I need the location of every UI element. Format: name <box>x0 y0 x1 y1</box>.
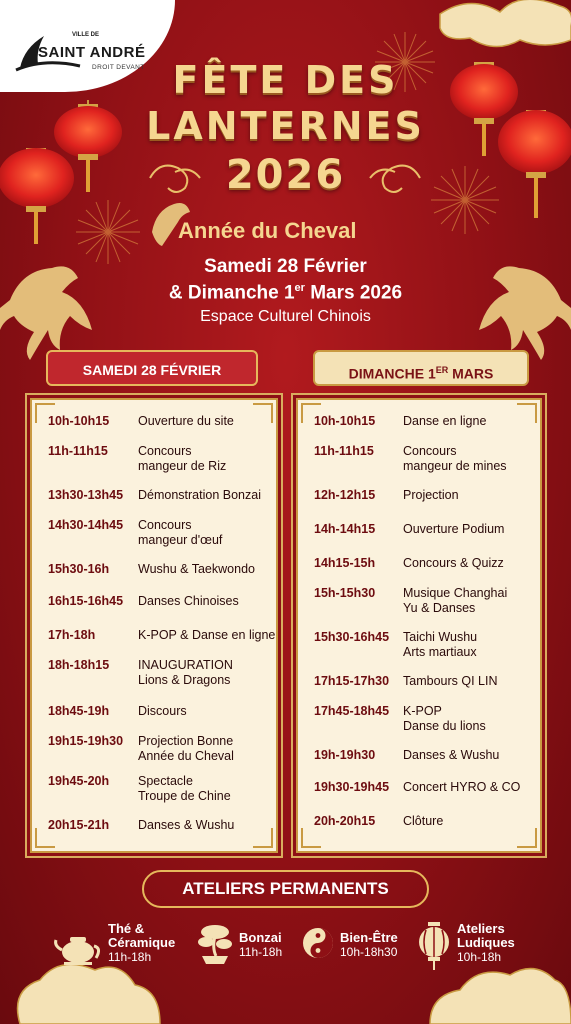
schedule-time: 19h30-19h45 <box>314 780 390 794</box>
schedule-time: 12h-12h15 <box>314 488 376 502</box>
schedule-time: 11h-11h15 <box>314 444 374 458</box>
schedule-activity: Concert HYRO & CO <box>403 780 521 794</box>
date-line-2: & Dimanche 1er Mars 2026 <box>168 282 403 304</box>
schedule-time: 18h-18h15 <box>48 658 110 672</box>
schedule-activity: Wushu & Taekwondo <box>138 562 255 576</box>
schedule-time: 13h30-13h45 <box>48 488 124 502</box>
schedule-activity: Danses & Wushu <box>138 818 235 832</box>
schedule-time: 15h30-16h <box>48 562 110 576</box>
atelier-name: Thé & Céramique <box>108 921 176 950</box>
atelier-bien-etre <box>340 931 398 959</box>
schedule-time: 18h45-19h <box>48 704 110 718</box>
atelier-ludiques <box>457 922 515 964</box>
schedule-activity: Danses & Wushu <box>403 748 500 762</box>
schedule-time: 19h15-19h30 <box>48 734 124 748</box>
schedule-time: 20h15-21h <box>48 818 110 832</box>
schedule-time: 20h-20h15 <box>314 814 376 828</box>
atelier-name: Bonzai <box>239 930 282 945</box>
saturday-banner: SAMEDI 28 FÉVRIER <box>46 350 258 386</box>
schedule-time: 14h-14h15 <box>314 522 376 536</box>
schedule-activity: Danses Chinoises <box>138 594 239 608</box>
schedule-activity: K-POP & Danse en ligne <box>138 628 276 642</box>
schedule-time: 10h-10h15 <box>314 414 376 428</box>
schedule-time: 16h15-16h45 <box>48 594 124 608</box>
lantern-icon <box>416 920 452 972</box>
title-line-1: FÊTE DES <box>172 58 399 102</box>
schedule-activity: Musique Changhai Yu & Danses <box>403 586 508 615</box>
schedule-activity: INAUGURATION Lions & Dragons <box>138 658 233 687</box>
schedule-activity: Taichi Wushu Arts martiaux <box>403 630 478 659</box>
atelier-the-ceramique <box>108 922 175 964</box>
sunday-banner: DIMANCHE 1ER MARS <box>313 350 529 386</box>
schedule-activity: Ouverture Podium <box>403 522 505 536</box>
atelier-bonzai <box>239 931 282 959</box>
schedule-activity: Projection <box>403 488 459 502</box>
schedule-activity: K-POP Danse du lions <box>403 704 486 733</box>
saturday-schedule <box>30 398 278 853</box>
schedule-activity: Projection Bonne Année du Cheval <box>138 734 234 763</box>
atelier-hours: 10h-18h30 <box>340 945 398 959</box>
schedule-time: 19h45-20h <box>48 774 110 788</box>
title-year: 2026 <box>225 152 346 198</box>
schedule-time: 14h15-15h <box>314 556 376 570</box>
schedule-time: 17h15-17h30 <box>314 674 390 688</box>
sunday-schedule <box>296 398 542 853</box>
subtitle: Année du Cheval <box>178 218 357 243</box>
logo-name: SAINT ANDRÉ <box>38 44 146 61</box>
schedule-time: 15h-15h30 <box>314 586 376 600</box>
schedule-activity: Concours & Quizz <box>403 556 504 570</box>
title-line-2: LANTERNES <box>146 104 425 148</box>
schedule-activity: Discours <box>138 704 187 718</box>
schedule-activity: Démonstration Bonzai <box>138 488 261 502</box>
atelier-hours: 11h-18h <box>239 945 283 959</box>
atelier-name: Bien-Être <box>340 930 398 945</box>
atelier-hours: 11h-18h <box>108 950 152 964</box>
schedule-time: 19h-19h30 <box>314 748 376 762</box>
schedule-activity: Spectacle Troupe de Chine <box>138 774 231 803</box>
schedule-time: 11h-11h15 <box>48 444 108 458</box>
ateliers-title: ATELIERS PERMANENTS <box>142 870 429 908</box>
schedule-time: 14h30-14h45 <box>48 518 124 532</box>
schedule-activity: Tambours QI LIN <box>403 674 498 688</box>
schedule-activity: Concours mangeur d'œuf <box>138 518 223 547</box>
schedule-activity: Danse en ligne <box>403 414 487 428</box>
schedule-time: 15h30-16h45 <box>314 630 390 644</box>
logo-prefix: VILLE DE <box>72 32 100 38</box>
schedule-time: 17h45-18h45 <box>314 704 390 718</box>
schedule-activity: Concours mangeur de mines <box>403 444 507 473</box>
date-line-1: Samedi 28 Février <box>204 256 367 277</box>
schedule-time: 10h-10h15 <box>48 414 110 428</box>
atelier-name: Ateliers Ludiques <box>457 921 515 950</box>
logo-tagline: DROIT DEVANT <box>92 64 145 71</box>
schedule-time: 17h-18h <box>48 628 96 642</box>
teapot-icon <box>54 928 104 968</box>
bonsai-icon <box>196 922 234 966</box>
yin-yang-icon <box>301 926 335 960</box>
schedule-activity: Concours mangeur de Riz <box>138 444 227 473</box>
schedule-activity: Ouverture du site <box>138 414 234 428</box>
venue: Espace Culturel Chinois <box>200 308 371 325</box>
atelier-hours: 10h-18h <box>457 950 502 964</box>
schedule-activity: Clôture <box>403 814 444 828</box>
